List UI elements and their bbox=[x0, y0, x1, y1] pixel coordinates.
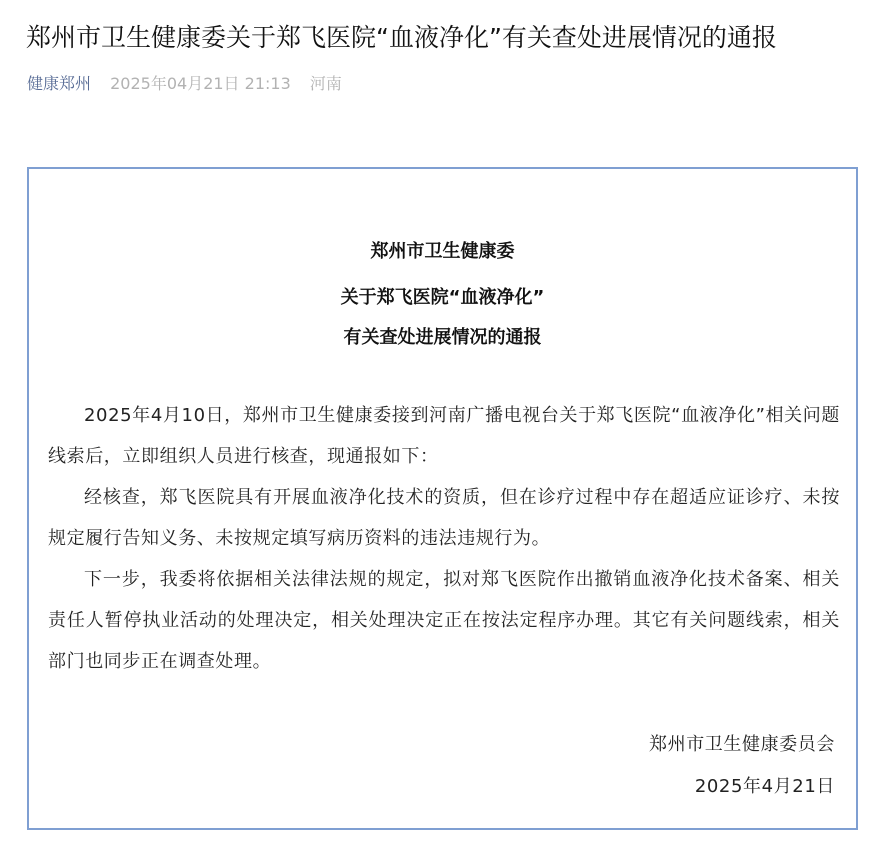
notice-paragraph: 下一步，我委将依据相关法律法规的规定，拟对郑飞医院作出撤销血液净化技术备案、相关责任人暂停执业活动的处理决定，相关处理决定正在按法定程序办理。其它有关问题线索，相关部门也同步正在调查处理。 bbox=[48, 569, 840, 672]
notice-signature: 郑州市卫生健康委员会 bbox=[649, 734, 835, 755]
account-name-link[interactable]: 健康郑州 bbox=[27, 74, 92, 93]
notice-paragraph: 2025年4月10日，郑州市卫生健康委接到河南广播电视台关于郑飞医院“血液净化”相关问题线索后，立即组织人员进行核查，现通报如下： bbox=[48, 405, 840, 467]
article-title: 郑州市卫生健康委关于郑飞医院“血液净化”有关查处进展情况的通报 bbox=[26, 23, 777, 52]
article-meta bbox=[27, 72, 342, 96]
notice-heading-line: 有关查处进展情况的通报 bbox=[343, 327, 542, 348]
publish-location: 河南 bbox=[309, 74, 342, 93]
notice-heading-line: 关于郑飞医院“血液净化” bbox=[340, 287, 545, 308]
notice-date: 2025年4月21日 bbox=[694, 776, 835, 797]
notice-heading-line: 郑州市卫生健康委 bbox=[370, 241, 515, 262]
publish-datetime: 2025年04月21日 21:13 bbox=[110, 74, 291, 93]
notice-paragraph: 经核查，郑飞医院具有开展血液净化技术的资质，但在诊疗过程中存在超适应证诊疗、未按规定履行告知义务、未按规定填写病历资料的违法违规行为。 bbox=[48, 487, 840, 549]
notice-box bbox=[27, 167, 858, 830]
